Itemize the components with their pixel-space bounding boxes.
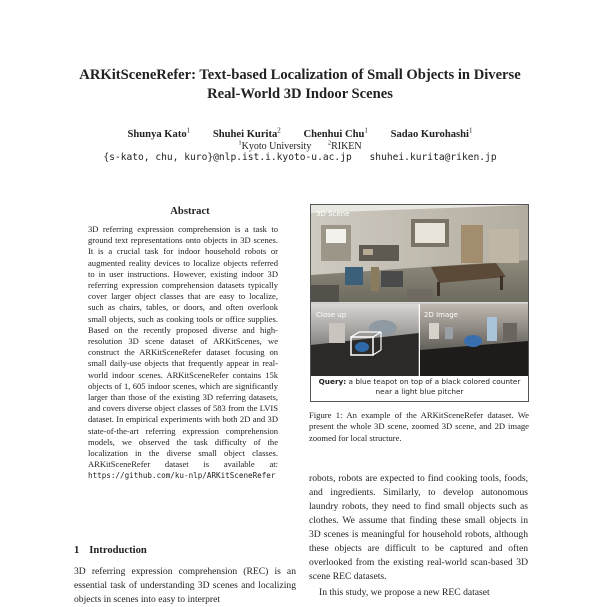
affiliation: $^1$Kyoto University	[238, 140, 312, 153]
author: Shuhei Kurita$^2$	[212, 126, 281, 140]
figure-image	[311, 205, 528, 401]
section-heading	[74, 545, 147, 556]
figure-1	[310, 204, 529, 402]
query-content: a blue teapot on top of a black colored counter near a light blue pitcher	[346, 377, 521, 396]
right-column-text	[309, 472, 528, 600]
introduction-text: 3D referring expression comprehension (REC) is an essential task of understanding 3D scenes and localizing objects in scenes into easy to interpret	[74, 566, 296, 605]
label-2d-image: 2D Image	[424, 311, 458, 319]
abstract-heading: Abstract	[170, 206, 210, 217]
author-emails	[40, 151, 560, 164]
paragraph: robots, robots are expected to find cooking tools, foods, and ingredients. Similarly, to develop autonomous laundry robots, they need to find small objects such as clothes. We assume that finding these small objects in 3D scenes is meaningful for household robots, although these objects are difficult to be captured and often overlooked from the existing real-world scan-based 3D scene REC datasets.	[309, 473, 528, 582]
email: {s-kato, chu, kuro}@nlp.ist.i.kyoto-u.ac.jp	[103, 152, 352, 163]
author: Shunya Kato$^1$	[127, 126, 191, 140]
paragraph: In this study, we propose a new REC dataset	[319, 587, 490, 598]
abstract-body	[88, 224, 278, 482]
email: shuhei.kurita@riken.jp	[369, 152, 497, 163]
author: Sadao Kurohashi$^1$	[390, 126, 473, 140]
title-line-2: Real-World 3D Indoor Scenes	[207, 85, 393, 102]
affiliation: $^2$RIKEN	[327, 140, 362, 153]
dataset-url[interactable]: https://github.com/ku-nlp/ARKitSceneRefer	[88, 471, 276, 481]
label-3d-scene: 3D Scene	[316, 210, 350, 218]
author: Chenhui Chu$^1$	[303, 126, 368, 140]
label-close-up: Close up	[316, 311, 347, 319]
section-title: Introduction	[89, 545, 147, 556]
paper-title	[40, 66, 560, 103]
section-number: 1	[74, 545, 80, 556]
scene-3d-panel	[311, 205, 528, 303]
query-text	[315, 377, 524, 397]
query-label: Query:	[318, 377, 347, 386]
figure-caption: Figure 1: An example of the ARKitSceneRefer dataset. We present the whole 3D scene, zoomed 3D scene, and 2D image zoomed for local structure.	[309, 410, 529, 443]
abstract-text: 3D referring expression comprehension is a task to ground text representations onto objects in 3D scenes. It is a crucial task for indoor household robots or augmented reality devices to localize objects referred to in user instructions. However, existing indoor 3D referring expression comprehension datasets typically cover larger object classes that are easy to localize, such as chairs, tables, or doors, and often overlook small objects, such as cooking tools or office supplies. Based on the recently proposed diverse and high-resolution 3D scene dataset of ARKitScenes, we construct the ARKitSceneRefer dataset focusing on small daily-use objects that frequently appear in real-world indoor scenes. ARKitSceneRefer contains 15k objects of 1, 605 indoor scenes, which are significantly larger than those of the existing 3D referring datasets, and covers diverse object classes of 583 from the LVIS dataset. In empirical experiments with both 2D and 3D state-of-the-art referring expression comprehension models, we observed the task difficulty of the localization in the diverse small object classes. ARKitSceneRefer dataset is available at:	[88, 224, 278, 470]
title-line-1: ARKitSceneRefer: Text-based Localization of Small Objects in Diverse	[79, 67, 521, 83]
